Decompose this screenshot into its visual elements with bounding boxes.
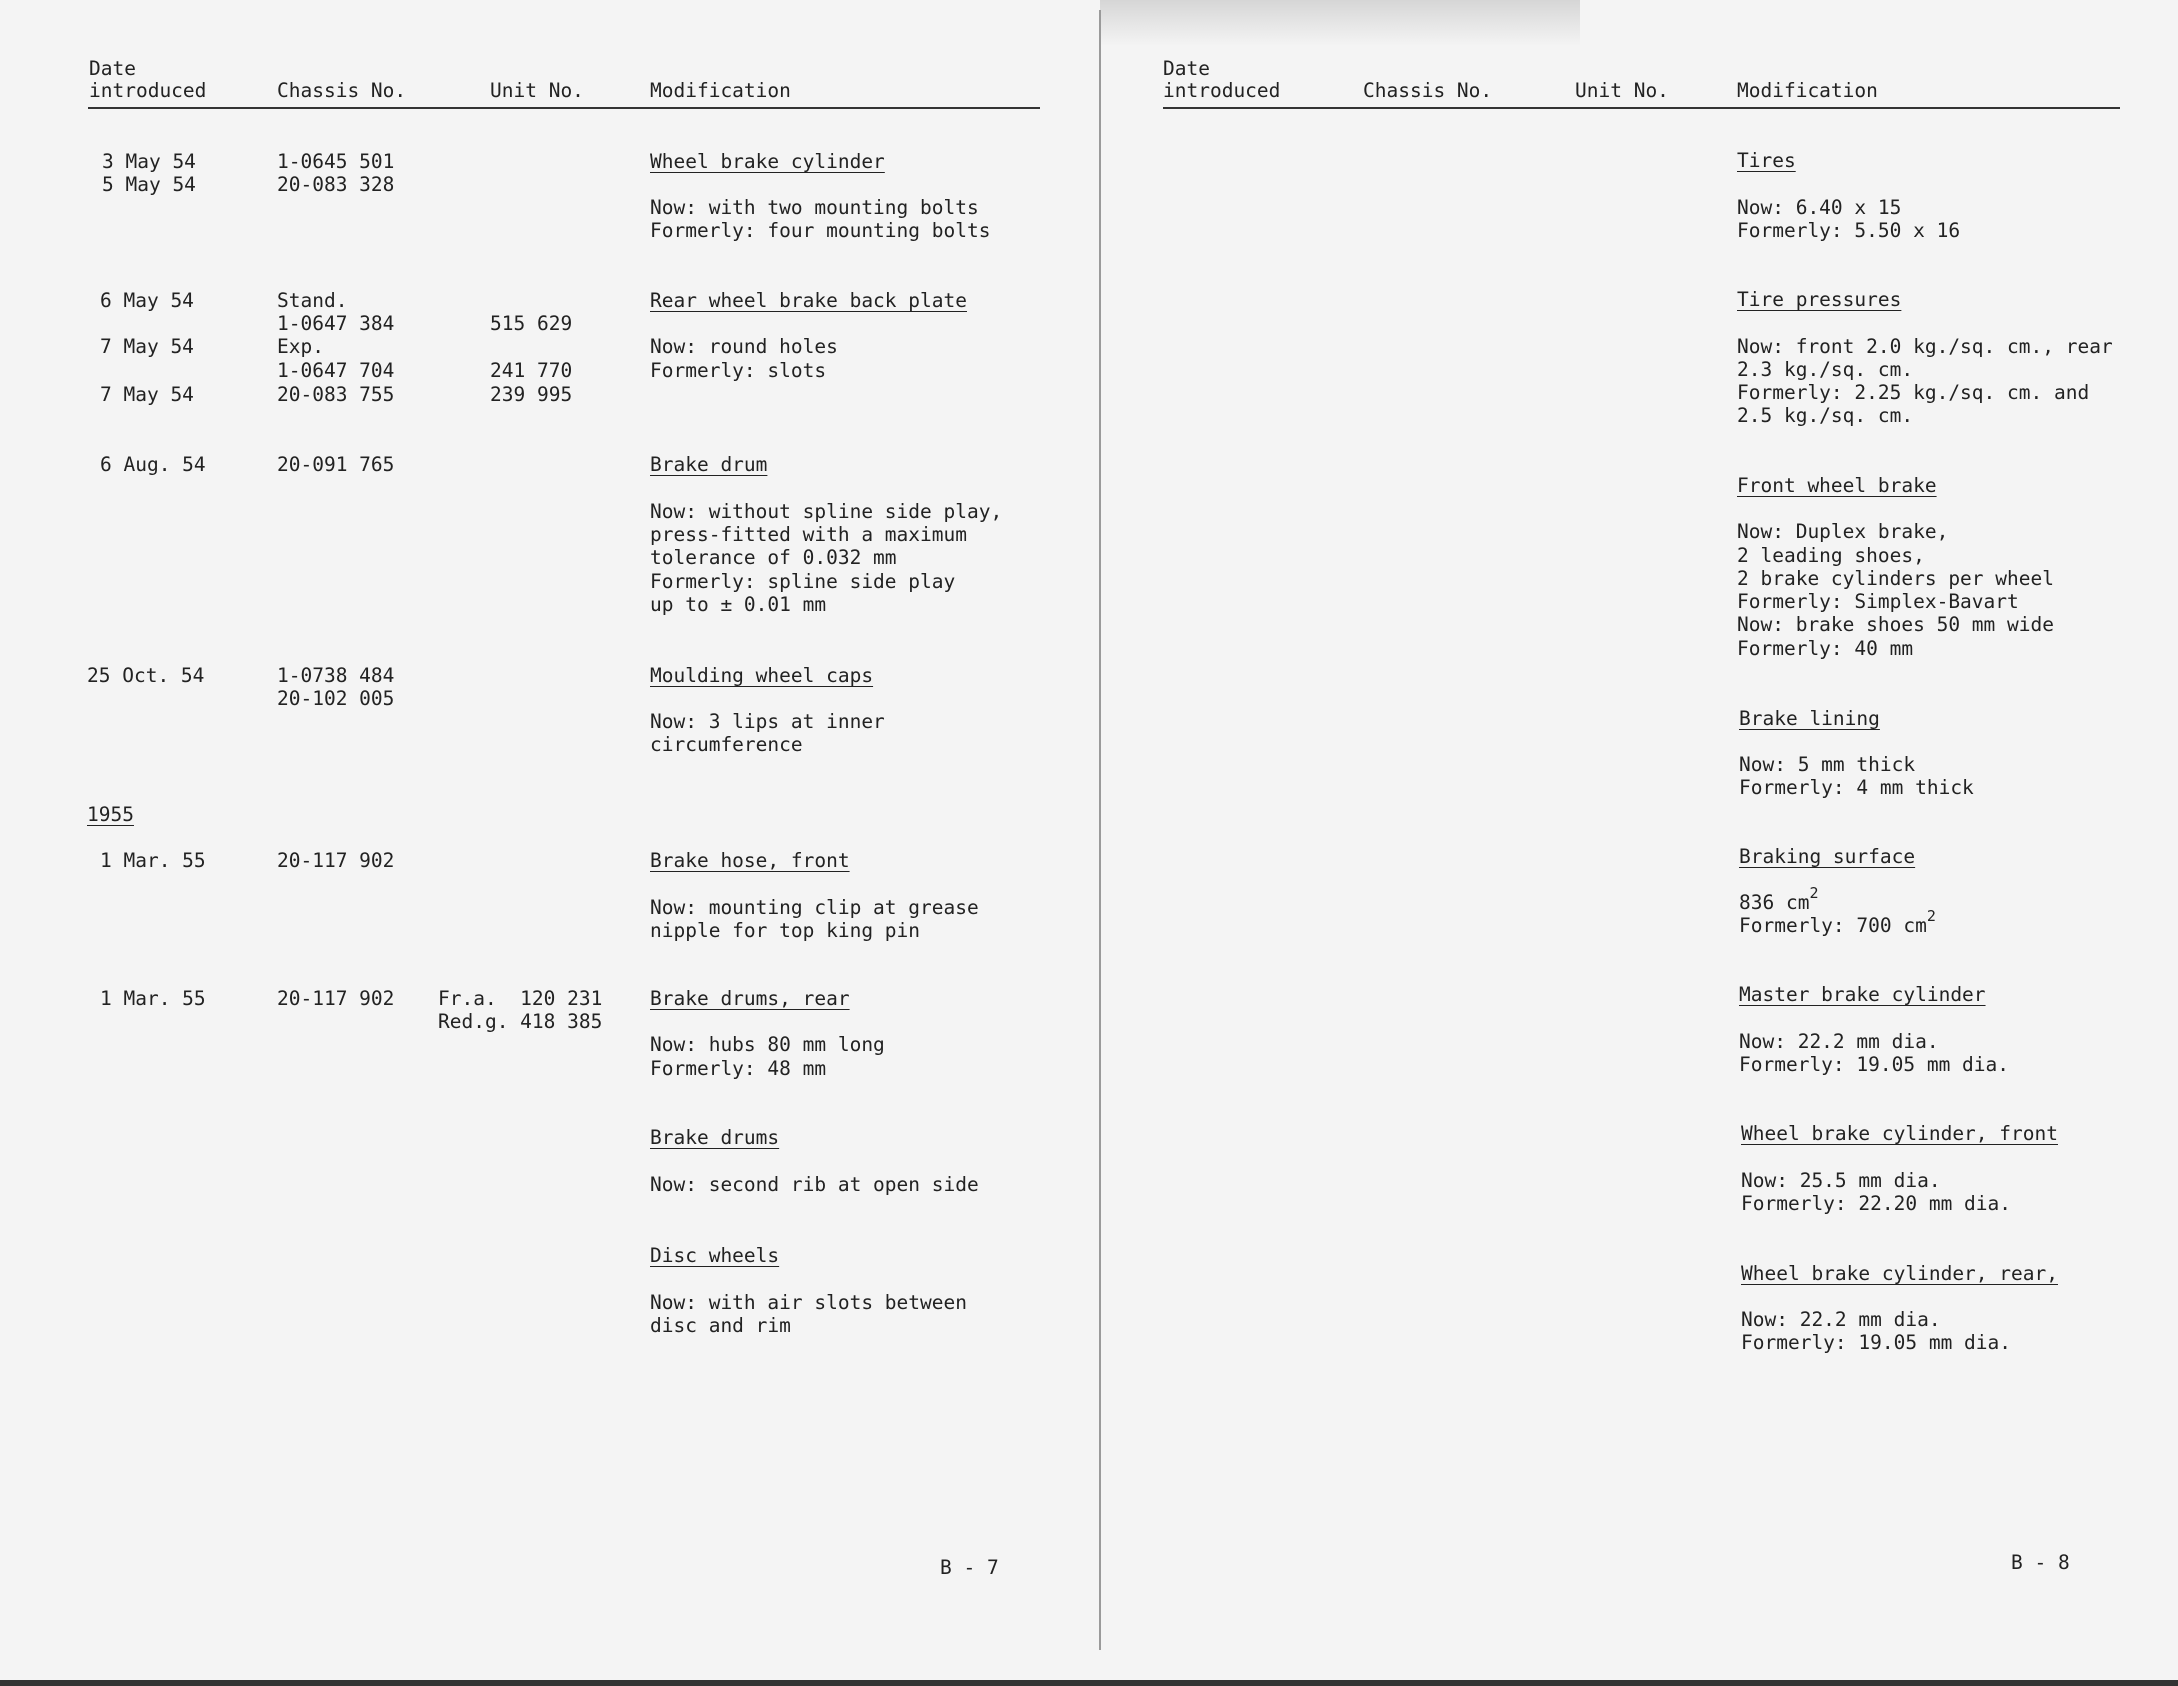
entry-date: 5 May 54 <box>102 173 196 196</box>
modification-line: Now: round holes <box>650 335 838 358</box>
year-label: 1955 <box>87 803 134 826</box>
modification-line: Now: with air slots between <box>650 1291 967 1314</box>
entry-chassis: 20-091 765 <box>277 453 395 476</box>
modification-line: Now: 5 mm thick <box>1739 753 1916 776</box>
modification-line: 2.5 kg./sq. cm. <box>1737 404 1914 427</box>
modification-line: Now: brake shoes 50 mm wide <box>1737 613 2054 636</box>
entry-chassis: 1-0738 484 <box>277 664 395 687</box>
modification-line: Formerly: 5.50 x 16 <box>1737 219 1961 242</box>
modification-title: Disc wheels <box>650 1244 780 1267</box>
modification-title: Moulding wheel caps <box>650 664 874 687</box>
entry-date: 6 May 54 <box>100 289 194 312</box>
entry-chassis: 20-083 328 <box>277 173 395 196</box>
header-modification: Modification <box>1737 79 1878 102</box>
modification-line: tolerance of 0.032 mm <box>650 546 897 569</box>
modification-line: Now: 3 lips at inner <box>650 710 885 733</box>
entry-date: 3 May 54 <box>102 150 196 173</box>
page-number: B - 8 <box>2011 1551 2070 1574</box>
modification-line: 2 brake cylinders per wheel <box>1737 567 2054 590</box>
modification-line: circumference <box>650 733 803 756</box>
entry-date: 7 May 54 <box>100 383 194 406</box>
modification-title: Front wheel brake <box>1737 474 1937 497</box>
entry-unit: 515 629 <box>490 312 573 335</box>
superscript: 2 <box>1926 907 1936 925</box>
entry-chassis: 1-0645 501 <box>277 150 395 173</box>
entry-date: 1 Mar. 55 <box>100 987 206 1010</box>
braking-surface-value: 836 cm <box>1739 891 1810 914</box>
header-rule <box>88 107 1040 109</box>
header-rule <box>1163 107 2120 109</box>
modification-line: Now: 22.2 mm dia. <box>1739 1030 1939 1053</box>
modification-line: Now: Duplex brake, <box>1737 520 1949 543</box>
modification-line: Formerly: 19.05 mm dia. <box>1739 1053 2010 1076</box>
modification-line: press-fitted with a maximum <box>650 523 967 546</box>
modification-title: Wheel brake cylinder <box>650 150 885 173</box>
header-date-line2: introduced <box>89 79 207 102</box>
modification-title: Brake lining <box>1739 707 1880 730</box>
entry-chassis: 20-117 902 <box>277 849 395 872</box>
modification-line: Formerly: 48 mm <box>650 1057 827 1080</box>
header-unit: Unit No. <box>1575 79 1669 102</box>
braking-surface-former: Formerly: 700 cm <box>1739 914 1927 937</box>
modification-title: Brake drums, rear <box>650 987 850 1010</box>
entry-chassis: 20-083 755 <box>277 383 395 406</box>
modification-line: Formerly: 22.20 mm dia. <box>1741 1192 2012 1215</box>
modification-title: Tire pressures <box>1737 288 1902 311</box>
modification-line: Formerly: 40 mm <box>1737 637 1914 660</box>
entry-chassis: 20-102 005 <box>277 687 395 710</box>
modification-line: disc and rim <box>650 1314 791 1337</box>
entry-chassis: 1-0647 704 <box>277 359 395 382</box>
modification-line: Formerly: Simplex-Bavart <box>1737 590 2019 613</box>
entry-date: 1 Mar. 55 <box>100 849 206 872</box>
entry-date: 25 Oct. 54 <box>87 664 205 687</box>
modification-line: Formerly: spline side play <box>650 570 956 593</box>
modification-title: Rear wheel brake back plate <box>650 289 967 312</box>
modification-title: Wheel brake cylinder, rear, <box>1741 1262 2058 1285</box>
modification-line: Now: mounting clip at grease <box>650 896 979 919</box>
entry-unit: Red.g. 418 385 <box>438 1010 603 1033</box>
modification-title: Brake hose, front <box>650 849 850 872</box>
modification-line: up to ± 0.01 mm <box>650 593 827 616</box>
modification-line: Now: 22.2 mm dia. <box>1741 1308 1941 1331</box>
header-date-line1: Date <box>1163 57 1210 80</box>
modification-line: Now: 6.40 x 15 <box>1737 196 1902 219</box>
superscript: 2 <box>1809 884 1819 902</box>
modification-title: Tires <box>1737 149 1796 172</box>
modification-line: Formerly: slots <box>650 359 827 382</box>
modification-line: Now: hubs 80 mm long <box>650 1033 885 1056</box>
entry-chassis: Stand. <box>277 289 348 312</box>
modification-line: Formerly: 19.05 mm dia. <box>1741 1331 2012 1354</box>
modification-line: nipple for top king pin <box>650 919 921 942</box>
modification-title: Brake drums <box>650 1126 780 1149</box>
entry-date: 6 Aug. 54 <box>100 453 206 476</box>
entry-chassis: 20-117 902 <box>277 987 395 1010</box>
modification-title: Braking surface <box>1739 845 1916 868</box>
header-modification: Modification <box>650 79 791 102</box>
entry-chassis: Exp. <box>277 335 324 358</box>
page-number: B - 7 <box>940 1556 999 1579</box>
modification-line: Now: without spline side play, <box>650 500 1003 523</box>
modification-line: 2.3 kg./sq. cm. <box>1737 358 1914 381</box>
header-chassis: Chassis No. <box>1363 79 1493 102</box>
entry-unit: Fr.a. 120 231 <box>438 987 603 1010</box>
entry-chassis: 1-0647 384 <box>277 312 395 335</box>
entry-unit: 239 995 <box>490 383 573 406</box>
header-date-line1: Date <box>89 57 136 80</box>
modification-line: Formerly: four mounting bolts <box>650 219 991 242</box>
modification-line: Formerly: 4 mm thick <box>1739 776 1974 799</box>
modification-line: Now: 25.5 mm dia. <box>1741 1169 1941 1192</box>
modification-line: Now: front 2.0 kg./sq. cm., rear <box>1737 335 2113 358</box>
modification-line: Now: with two mounting bolts <box>650 196 979 219</box>
modification-line <box>1739 884 1819 916</box>
entry-date: 7 May 54 <box>100 335 194 358</box>
header-date-line2: introduced <box>1163 79 1281 102</box>
right-page <box>1103 0 2178 1686</box>
entry-unit: 241 770 <box>490 359 573 382</box>
header-chassis: Chassis No. <box>277 79 407 102</box>
modification-line: Now: second rib at open side <box>650 1173 979 1196</box>
header-unit: Unit No. <box>490 79 584 102</box>
modification-title: Master brake cylinder <box>1739 983 1986 1006</box>
modification-line: Formerly: 2.25 kg./sq. cm. and <box>1737 381 2090 404</box>
modification-title: Brake drum <box>650 453 768 476</box>
modification-line <box>1739 907 1936 939</box>
modification-line: 2 leading shoes, <box>1737 544 1925 567</box>
modification-title: Wheel brake cylinder, front <box>1741 1122 2058 1145</box>
